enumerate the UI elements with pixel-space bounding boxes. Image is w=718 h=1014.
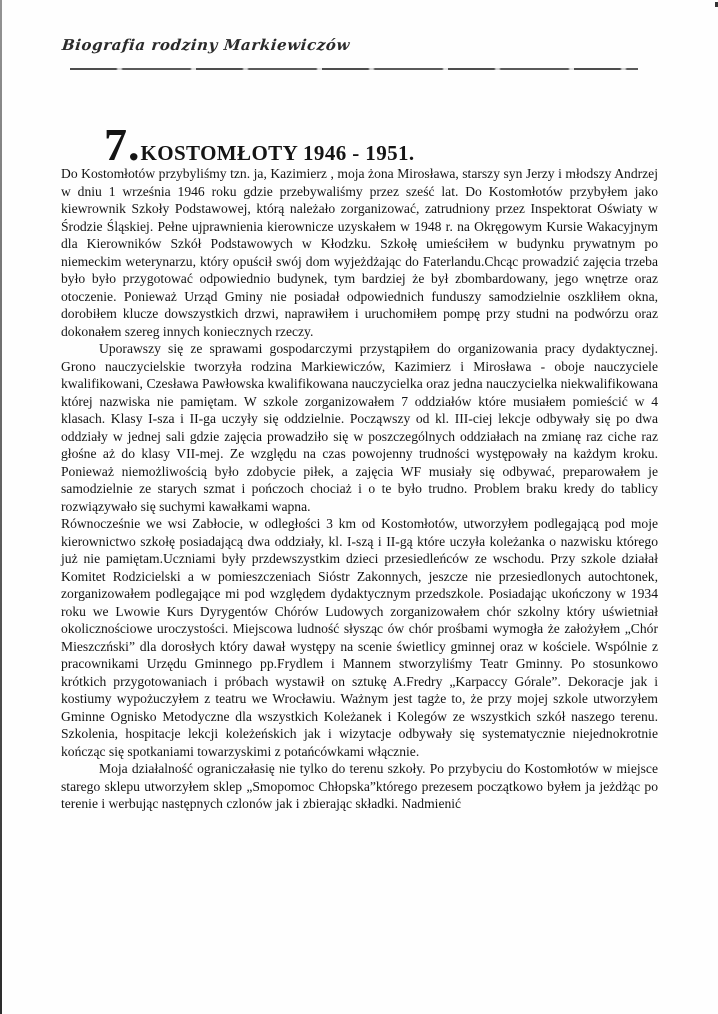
paragraph-arrival: Do Kostomłotów przybyliśmy tzn. ja, Kazimierz , moja żona Mirosława, starszy syn Jerzy i młodszy Andrzej w dniu 1 września 1946 roku gdzie przebywaliśmy przez sześć lat. Do Kostomłotów przybyłem jako kiewrownik Szkoły Podstawowej, którą należało zorganizować, zatrudniony przez Inspektorat Oświaty w Środzie Śląskiej. Pełne ujprawnienia kierownicze uzyskałem w 1948 r. na Okręgowym Kursie Wakacyjnym dla Kierowników Szkół Podstawowych w Kłodzku. Szkołę umieściłem w budynku prywatnym po niemeckim weterynarzu, który opuścił swój dom wyjeżdżając do Faterlandu.Chcąc prowadzić zajęcia trzeba było było przygotować odpowiednio budynek, tym bardziej że był zbombardowany, jego wnętrze oraz otoczenie. Ponieważ Urząd Gminy nie posiadał odpowiednich funduszy samodzielnie oszkliłem okna, dorobiłem klucze dowszystkich drzwi, naprawiłem i uruchomiłem pompę przy studni na podwórzu oraz dokonałem szereg innych koniecznych rzeczy. — [61, 166, 658, 339]
chapter-title-block — [104, 118, 415, 171]
paragraph-teaching-staff: Uporawszy się ze sprawami gospodarczymi przystąpiłem do organizowania pracy dydaktycznej. Grono nauczycielskie tworzyła rodzina Markiewiczów, Kazimierz i Mirosława - oboje nauczyciele kwalifikowani, Czesława Pawłowska kwalifikowana nauczycielka oraz jedna nauczycielka niekwalifikowana której nazwiska nie pamiętam. W szkole zorganizowałem 7 oddziałów które musiałem pomieścić w 4 klasach. Klasy I-sza i II-ga uczyły się oddzielnie. Począwszy od kl. III-ciej lekcje odbywały się po dwa oddziały w jednej sali gdzie zajęcia prowadziło się w poszczególnych oddziałach na zmianę raz ciche raz głośne aż do klasy VII-mej. Ze względu na czas powojenny trudności występowały na każdym kroku. Ponieważ niemożliwością było zdobycie piłek, a zajęcia WF musiały się odbywać, preparowałem je samodzielnie ze starych szmat i pończoch chociaż i o te było trudno. Problem braku kredy do tablicy rozwiązywało się suchymi kawałkami wapna. — [61, 341, 658, 514]
chapter-number: 7. — [104, 119, 141, 170]
scan-edge-artifact — [0, 0, 2, 1014]
chapter-title: KOSTOMŁOTY 1946 - 1951. — [140, 141, 415, 165]
header-rule — [70, 68, 638, 70]
paragraph-zablocie-choir-theatre: Równocześnie we wsi Zabłocie, w odległości 3 km od Kostomłotów, utworzyłem podlegającą pod moje kierownictwo szkołę posiadającą dwa oddziały, kl. I-szą i II-gą które uczyła koleżanka o nazwisku którego już nie pamiętam.Uczniami były przdewszystkim dzieci przesiedleńców ze wschodu. Przy szkole działał Komitet Rodzicielski a w pomieszczeniach Sióstr Zakonnych, jeszcze nie przesiedlonych autochtonek, zorganizowałem podlegające mi pod względem dydaktycznym przedszkole. Posiadając ukończony w 1934 roku we Lwowie Kurs Dyrygentów Chórów Ludowych zorganizowałem chór szkolny który uświetniał okolicznościowe uroczystości. Miejscowa ludność słysząc ów chór prośbami wymogła że założyłem „Chór Mieszczński” dla dorosłych który dawał występy na scenie świetlicy gminnej oraz w kościele. Wspólnie z pracownikami Urzędu Gminnego pp.Frydlem i Mannem stworzyliśmy Teatr Gminny. Po stosunkowo krótkich przygotowaniach i próbach wystawił on sztukę A.Fredry „Karpaccy Górale”. Dekoracje jak i kostiumy wypożuczyłem z teatru we Wrocławiu. Ważnym jest tagże to, że przy mojej szkole utworzyłem Gminne Ognisko Metodyczne dla wszystkich Koleżanek i Kolegów ze wszystkich szkół naszego terenu. Szkolenia, hospitacje lekcji koleżeńskich jak i wizytacje odbywały się systematycznie niejednokrotnie kończąc się spotkaniami towarzyskimi z potańcówkami włącznie. — [61, 516, 658, 759]
document-body — [61, 165, 658, 813]
running-header: Biografia rodziny Markiewiczów — [61, 36, 352, 54]
paragraph-shop-activity: Moja działalność ograniczałasię nie tylko do terenu szkoły. Po przybyciu do Kostomłotów w miejsce starego sklepu utworzyłem sklep „Smopomoc Chłopska”którego prezesem początkowo byłem ja jeżdżąc po terenie i werbując następnych czlonów jak i zbierając składki. Nadmienić — [61, 761, 658, 811]
